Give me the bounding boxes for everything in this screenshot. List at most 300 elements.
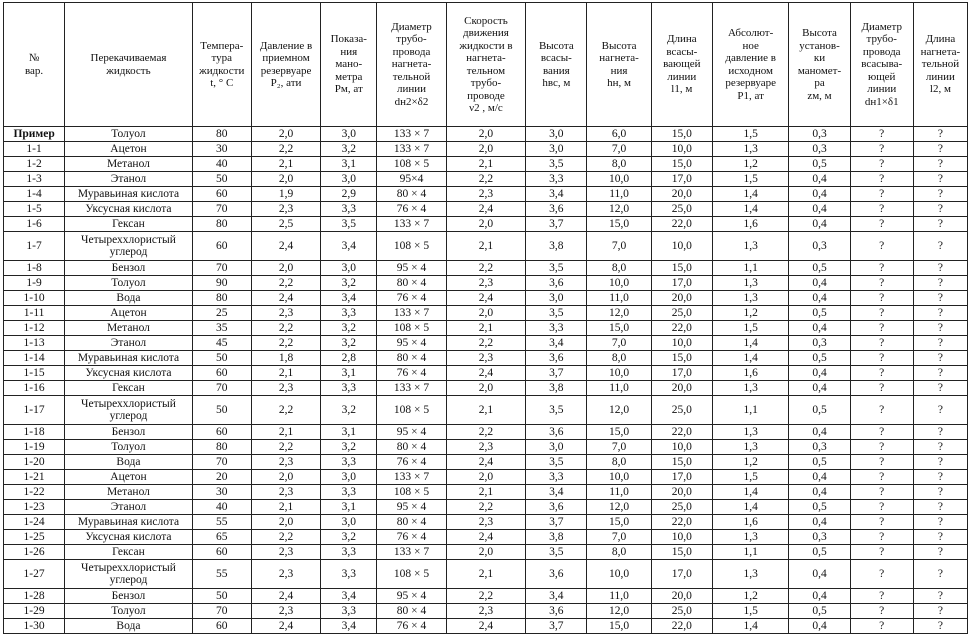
col-manometer-height-cell: 0,3 bbox=[789, 440, 850, 455]
col-manometer-height-cell: 0,5 bbox=[789, 351, 850, 366]
col-manometer-reading-cell: 3,5 bbox=[321, 217, 377, 232]
header-line: ющей bbox=[867, 70, 896, 83]
col-source-pressure-cell: 1,2 bbox=[712, 306, 789, 321]
col-receiver-pressure-cell: 2,3 bbox=[251, 545, 320, 560]
col-suction-pipe-diameter-cell: ? bbox=[850, 619, 913, 634]
col-source-pressure-cell: 1,6 bbox=[712, 515, 789, 530]
col-suction-pipe-diameter-cell: ? bbox=[850, 485, 913, 500]
col-suction-height-cell: 3,4 bbox=[526, 485, 587, 500]
col-temperature-cell: 80 bbox=[192, 127, 251, 142]
col-suction-height-cell: 3,3 bbox=[526, 172, 587, 187]
col-discharge-length-cell: ? bbox=[913, 619, 967, 634]
col-manometer-height-header bbox=[789, 3, 850, 127]
col-discharge-height-cell: 12,0 bbox=[587, 396, 651, 425]
col-discharge-length-cell: ? bbox=[913, 157, 967, 172]
header-line: ν2 , м/с bbox=[469, 102, 503, 114]
col-suction-length-cell: 20,0 bbox=[651, 291, 712, 306]
col-suction-length-cell: 20,0 bbox=[651, 187, 712, 202]
col-discharge-velocity-cell: 2,1 bbox=[446, 232, 526, 261]
col-discharge-height-cell: 12,0 bbox=[587, 306, 651, 321]
col-discharge-height-cell: 10,0 bbox=[587, 560, 651, 589]
col-variant-number-cell: 1-4 bbox=[4, 187, 65, 202]
col-suction-height-cell: 3,5 bbox=[526, 545, 587, 560]
header-line: ки bbox=[813, 52, 826, 64]
header-line: ния bbox=[610, 64, 628, 77]
col-discharge-height-cell: 8,0 bbox=[587, 351, 651, 366]
col-suction-pipe-diameter-cell: ? bbox=[850, 336, 913, 351]
col-temperature-cell: 90 bbox=[192, 276, 251, 291]
col-source-pressure-cell: 1,5 bbox=[712, 604, 789, 619]
header-line: линии bbox=[396, 83, 427, 96]
col-temperature-cell: 25 bbox=[192, 306, 251, 321]
col-discharge-pipe-diameter-cell: 76 × 4 bbox=[377, 366, 446, 381]
col-manometer-reading-cell: 3,0 bbox=[321, 127, 377, 142]
col-discharge-pipe-diameter-cell: 80 × 4 bbox=[377, 515, 446, 530]
col-discharge-pipe-diameter-cell: 95 × 4 bbox=[377, 261, 446, 276]
col-receiver-pressure-cell: 2,2 bbox=[251, 336, 320, 351]
col-suction-pipe-diameter-cell: ? bbox=[850, 500, 913, 515]
col-manometer-reading-cell: 3,0 bbox=[321, 470, 377, 485]
table-row bbox=[4, 485, 968, 500]
col-manometer-reading-cell: 3,4 bbox=[321, 291, 377, 306]
header-line: t, ° С bbox=[210, 77, 234, 89]
col-discharge-velocity-cell: 2,4 bbox=[446, 202, 526, 217]
col-suction-pipe-diameter-cell: ? bbox=[850, 172, 913, 187]
header-line: dн1×δ1 bbox=[864, 95, 899, 108]
col-manometer-height-cell: 0,5 bbox=[789, 545, 850, 560]
col-temperature-cell: 60 bbox=[192, 366, 251, 381]
col-discharge-velocity-cell: 2,2 bbox=[446, 336, 526, 351]
col-liquid-cell: Вода bbox=[65, 291, 193, 306]
header-line: резервуаре bbox=[725, 77, 776, 89]
col-manometer-height-cell: 0,3 bbox=[789, 127, 850, 142]
col-manometer-reading-cell: 3,1 bbox=[321, 157, 377, 172]
col-liquid-cell: Метанол bbox=[65, 321, 193, 336]
header-line: dн2×δ2 bbox=[394, 95, 429, 108]
col-discharge-velocity-cell: 2,0 bbox=[446, 381, 526, 396]
col-receiver-pressure-cell: 2,4 bbox=[251, 619, 320, 634]
col-source-pressure-header bbox=[712, 3, 789, 127]
col-manometer-height-cell: 0,4 bbox=[789, 381, 850, 396]
col-suction-pipe-diameter-cell: ? bbox=[850, 276, 913, 291]
col-liquid-cell: Ацетон bbox=[65, 306, 193, 321]
col-receiver-pressure-cell: 2,0 bbox=[251, 172, 320, 187]
col-receiver-pressure-cell: 2,0 bbox=[251, 127, 320, 142]
col-source-pressure-cell: 1,6 bbox=[712, 217, 789, 232]
col-source-pressure-cell: 1,4 bbox=[712, 485, 789, 500]
header-line: Длина bbox=[925, 33, 956, 46]
col-variant-number-cell: 1-8 bbox=[4, 261, 65, 276]
col-liquid-cell: Уксусная кислота bbox=[65, 366, 193, 381]
table-header-row bbox=[4, 3, 968, 127]
col-suction-height-cell: 3,7 bbox=[526, 217, 587, 232]
table-row bbox=[4, 619, 968, 634]
col-liquid-cell: Гексан bbox=[65, 545, 193, 560]
col-manometer-reading-cell: 3,1 bbox=[321, 366, 377, 381]
col-discharge-height-cell: 15,0 bbox=[587, 619, 651, 634]
col-discharge-pipe-diameter-cell: 108 × 5 bbox=[377, 485, 446, 500]
col-discharge-length-cell: ? bbox=[913, 381, 967, 396]
col-manometer-height-cell: 0,4 bbox=[789, 172, 850, 187]
col-discharge-length-cell: ? bbox=[913, 485, 967, 500]
col-receiver-pressure-cell: 2,2 bbox=[251, 396, 320, 425]
col-discharge-pipe-diameter-cell: 133 × 7 bbox=[377, 127, 446, 142]
header-line: Абсолют- bbox=[728, 27, 774, 39]
col-suction-length-cell: 15,0 bbox=[651, 157, 712, 172]
col-suction-height-cell: 3,7 bbox=[526, 515, 587, 530]
col-suction-pipe-diameter-cell: ? bbox=[850, 589, 913, 604]
col-discharge-length-cell: ? bbox=[913, 261, 967, 276]
col-suction-height-cell: 3,7 bbox=[526, 619, 587, 634]
col-source-pressure-cell: 1,1 bbox=[712, 396, 789, 425]
col-source-pressure-cell: 1,4 bbox=[712, 336, 789, 351]
header-line: Скорость bbox=[464, 14, 508, 27]
col-discharge-pipe-diameter-cell: 133 × 7 bbox=[377, 381, 446, 396]
col-discharge-pipe-diameter-cell: 95 × 4 bbox=[377, 336, 446, 351]
col-receiver-pressure-cell: 2,3 bbox=[251, 604, 320, 619]
col-temperature-cell: 45 bbox=[192, 336, 251, 351]
table-row bbox=[4, 157, 968, 172]
col-suction-pipe-diameter-cell: ? bbox=[850, 127, 913, 142]
col-discharge-height-cell: 7,0 bbox=[587, 142, 651, 157]
col-suction-length-cell: 10,0 bbox=[651, 142, 712, 157]
col-suction-pipe-diameter-cell: ? bbox=[850, 440, 913, 455]
col-discharge-velocity-cell: 2,2 bbox=[446, 261, 526, 276]
col-liquid-cell: Метанол bbox=[65, 485, 193, 500]
col-suction-pipe-diameter-cell: ? bbox=[850, 142, 913, 157]
col-discharge-length-cell: ? bbox=[913, 515, 967, 530]
col-suction-height-cell: 3,5 bbox=[526, 157, 587, 172]
col-suction-height-cell: 3,8 bbox=[526, 232, 587, 261]
header-line: l2, м bbox=[929, 83, 951, 96]
col-discharge-height-cell: 6,0 bbox=[587, 127, 651, 142]
table-row bbox=[4, 217, 968, 232]
col-receiver-pressure-cell: 1,9 bbox=[251, 187, 320, 202]
table-row bbox=[4, 604, 968, 619]
col-discharge-velocity-cell: 2,0 bbox=[446, 142, 526, 157]
header-line: Длина bbox=[666, 33, 697, 46]
header-line: линии bbox=[667, 70, 697, 83]
col-manometer-height-cell: 0,5 bbox=[789, 157, 850, 172]
col-suction-length-cell: 15,0 bbox=[651, 455, 712, 470]
col-temperature-cell: 20 bbox=[192, 470, 251, 485]
col-source-pressure-cell: 1,3 bbox=[712, 381, 789, 396]
col-discharge-pipe-diameter-cell: 133 × 7 bbox=[377, 545, 446, 560]
col-suction-pipe-diameter-cell: ? bbox=[850, 560, 913, 589]
col-suction-length-cell: 10,0 bbox=[651, 440, 712, 455]
col-manometer-height-cell: 0,4 bbox=[789, 366, 850, 381]
header-line: zм, м bbox=[807, 89, 832, 102]
col-discharge-length-cell: ? bbox=[913, 306, 967, 321]
col-suction-height-cell: 3,6 bbox=[526, 202, 587, 217]
col-discharge-pipe-diameter-cell: 95×4 bbox=[377, 172, 446, 187]
col-receiver-pressure-cell: 1,8 bbox=[251, 351, 320, 366]
col-receiver-pressure-cell: 2,2 bbox=[251, 142, 320, 157]
header-line: вар. bbox=[25, 64, 44, 77]
col-suction-pipe-diameter-cell: ? bbox=[850, 232, 913, 261]
col-temperature-cell: 50 bbox=[192, 172, 251, 187]
col-variant-number-cell: 1-12 bbox=[4, 321, 65, 336]
col-manometer-height-cell: 0,4 bbox=[789, 515, 850, 530]
col-discharge-velocity-cell: 2,0 bbox=[446, 306, 526, 321]
col-temperature-cell: 60 bbox=[192, 187, 251, 202]
col-variant-number-cell: 1-23 bbox=[4, 500, 65, 515]
col-suction-length-cell: 15,0 bbox=[651, 127, 712, 142]
col-receiver-pressure-cell: 2,3 bbox=[251, 202, 320, 217]
table-row bbox=[4, 127, 968, 142]
col-manometer-reading-cell: 3,2 bbox=[321, 321, 377, 336]
col-temperature-cell: 30 bbox=[192, 485, 251, 500]
header-line: hн, м bbox=[607, 77, 631, 89]
col-manometer-reading-cell: 3,1 bbox=[321, 425, 377, 440]
header-line: ра bbox=[814, 77, 825, 89]
table-row bbox=[4, 560, 968, 589]
col-source-pressure-cell: 1,4 bbox=[712, 500, 789, 515]
col-receiver-pressure-cell: 2,2 bbox=[251, 321, 320, 336]
col-manometer-reading-cell: 2,8 bbox=[321, 351, 377, 366]
col-manometer-height-cell: 0,4 bbox=[789, 202, 850, 217]
col-suction-height-cell: 3,5 bbox=[526, 455, 587, 470]
col-discharge-height-cell: 12,0 bbox=[587, 604, 651, 619]
col-discharge-height-cell: 10,0 bbox=[587, 366, 651, 381]
header-line: жидкость bbox=[106, 64, 151, 77]
col-suction-height-cell: 3,0 bbox=[526, 127, 587, 142]
col-suction-height-cell: 3,5 bbox=[526, 261, 587, 276]
col-suction-length-cell: 25,0 bbox=[651, 306, 712, 321]
col-temperature-cell: 40 bbox=[192, 157, 251, 172]
col-variant-number-cell: 1-26 bbox=[4, 545, 65, 560]
col-temperature-cell: 80 bbox=[192, 291, 251, 306]
col-suction-pipe-diameter-cell: ? bbox=[850, 545, 913, 560]
table-row bbox=[4, 425, 968, 440]
table-body bbox=[4, 127, 968, 634]
table-row bbox=[4, 530, 968, 545]
table-row bbox=[4, 515, 968, 530]
col-receiver-pressure-cell: 2,3 bbox=[251, 381, 320, 396]
header-line: всасы- bbox=[666, 45, 698, 58]
col-liquid-cell: Толуол bbox=[65, 440, 193, 455]
col-discharge-pipe-diameter-cell: 133 × 7 bbox=[377, 217, 446, 232]
col-variant-number-cell: 1-1 bbox=[4, 142, 65, 157]
col-discharge-height-cell: 8,0 bbox=[587, 261, 651, 276]
col-suction-pipe-diameter-cell: ? bbox=[850, 291, 913, 306]
col-discharge-height-cell: 12,0 bbox=[587, 202, 651, 217]
col-receiver-pressure-cell: 2,2 bbox=[251, 440, 320, 455]
table-row bbox=[4, 306, 968, 321]
col-temperature-header bbox=[192, 3, 251, 127]
table-row bbox=[4, 261, 968, 276]
col-suction-height-cell: 3,5 bbox=[526, 306, 587, 321]
table-row bbox=[4, 187, 968, 202]
col-source-pressure-cell: 1,5 bbox=[712, 321, 789, 336]
col-suction-pipe-diameter-cell: ? bbox=[850, 261, 913, 276]
col-suction-pipe-diameter-cell: ? bbox=[850, 455, 913, 470]
header-line: мано- bbox=[335, 58, 363, 71]
col-manometer-height-cell: 0,3 bbox=[789, 530, 850, 545]
col-liquid-cell: Метанол bbox=[65, 157, 193, 172]
col-suction-pipe-diameter-cell: ? bbox=[850, 351, 913, 366]
col-suction-height-cell: 3,6 bbox=[526, 351, 587, 366]
col-temperature-cell: 55 bbox=[192, 515, 251, 530]
col-discharge-length-cell: ? bbox=[913, 187, 967, 202]
col-discharge-pipe-diameter-cell: 80 × 4 bbox=[377, 187, 446, 202]
col-discharge-length-cell: ? bbox=[913, 336, 967, 351]
col-source-pressure-cell: 1,1 bbox=[712, 545, 789, 560]
col-discharge-pipe-diameter-cell: 133 × 7 bbox=[377, 470, 446, 485]
col-suction-length-cell: 10,0 bbox=[651, 336, 712, 351]
col-suction-pipe-diameter-cell: ? bbox=[850, 202, 913, 217]
col-discharge-length-cell: ? bbox=[913, 425, 967, 440]
col-discharge-pipe-diameter-cell: 80 × 4 bbox=[377, 276, 446, 291]
col-discharge-pipe-diameter-cell: 80 × 4 bbox=[377, 604, 446, 619]
col-discharge-height-cell: 12,0 bbox=[587, 500, 651, 515]
col-discharge-length-cell: ? bbox=[913, 500, 967, 515]
col-source-pressure-cell: 1,5 bbox=[712, 470, 789, 485]
col-liquid-cell: Четыреххлористый углерод bbox=[65, 560, 193, 589]
col-discharge-velocity-cell: 2,2 bbox=[446, 172, 526, 187]
header-line: нагнета- bbox=[391, 58, 432, 71]
col-manometer-reading-cell: 3,0 bbox=[321, 261, 377, 276]
col-manometer-height-cell: 0,3 bbox=[789, 142, 850, 157]
col-suction-height-cell: 3,3 bbox=[526, 470, 587, 485]
col-manometer-height-cell: 0,5 bbox=[789, 261, 850, 276]
col-liquid-cell: Ацетон bbox=[65, 142, 193, 157]
col-suction-length-cell: 25,0 bbox=[651, 500, 712, 515]
col-temperature-cell: 70 bbox=[192, 202, 251, 217]
col-suction-length-cell: 25,0 bbox=[651, 202, 712, 217]
col-temperature-cell: 60 bbox=[192, 425, 251, 440]
col-suction-length-cell: 17,0 bbox=[651, 276, 712, 291]
col-manometer-reading-cell: 3,4 bbox=[321, 232, 377, 261]
col-discharge-length-cell: ? bbox=[913, 172, 967, 187]
col-manometer-reading-cell: 3,2 bbox=[321, 530, 377, 545]
col-liquid-cell: Уксусная кислота bbox=[65, 530, 193, 545]
col-variant-number-cell: 1-29 bbox=[4, 604, 65, 619]
col-manometer-reading-cell: 3,3 bbox=[321, 381, 377, 396]
header-line: проводе bbox=[467, 89, 505, 102]
header-line: тельной bbox=[392, 70, 431, 83]
col-discharge-height-cell: 15,0 bbox=[587, 425, 651, 440]
col-discharge-height-cell: 15,0 bbox=[587, 321, 651, 336]
col-suction-height-cell: 3,8 bbox=[526, 381, 587, 396]
col-source-pressure-cell: 1,3 bbox=[712, 425, 789, 440]
table-row bbox=[4, 545, 968, 560]
col-variant-number-cell: 1-7 bbox=[4, 232, 65, 261]
col-discharge-velocity-cell: 2,4 bbox=[446, 530, 526, 545]
col-suction-pipe-diameter-cell: ? bbox=[850, 217, 913, 232]
col-discharge-pipe-diameter-cell: 108 × 5 bbox=[377, 232, 446, 261]
header-line: Высота bbox=[538, 39, 574, 52]
col-variant-number-cell: 1-24 bbox=[4, 515, 65, 530]
header-line: ное bbox=[742, 39, 759, 52]
col-discharge-pipe-diameter-cell: 95 × 4 bbox=[377, 589, 446, 604]
table-row bbox=[4, 455, 968, 470]
col-discharge-height-cell: 7,0 bbox=[587, 530, 651, 545]
col-suction-pipe-diameter-cell: ? bbox=[850, 604, 913, 619]
header-line: № bbox=[28, 52, 40, 64]
col-discharge-pipe-diameter-cell: 80 × 4 bbox=[377, 351, 446, 366]
header-line: Перекачиваемая bbox=[90, 52, 167, 64]
col-source-pressure-cell: 1,1 bbox=[712, 261, 789, 276]
table-row bbox=[4, 351, 968, 366]
col-temperature-cell: 60 bbox=[192, 232, 251, 261]
col-suction-height-cell: 3,6 bbox=[526, 276, 587, 291]
col-source-pressure-cell: 1,4 bbox=[712, 187, 789, 202]
col-liquid-cell: Муравьиная кислота bbox=[65, 351, 193, 366]
col-temperature-cell: 30 bbox=[192, 142, 251, 157]
col-discharge-length-cell: ? bbox=[913, 321, 967, 336]
col-source-pressure-cell: 1,3 bbox=[712, 560, 789, 589]
col-manometer-reading-cell: 3,2 bbox=[321, 440, 377, 455]
header-line: Показа- bbox=[330, 33, 367, 46]
header-line: резервуаре bbox=[260, 64, 312, 77]
col-temperature-cell: 70 bbox=[192, 455, 251, 470]
col-discharge-height-cell: 8,0 bbox=[587, 157, 651, 172]
col-discharge-length-cell: ? bbox=[913, 351, 967, 366]
col-discharge-pipe-diameter-header bbox=[377, 3, 446, 127]
col-discharge-length-cell: ? bbox=[913, 276, 967, 291]
col-temperature-cell: 80 bbox=[192, 440, 251, 455]
col-manometer-height-cell: 0,3 bbox=[789, 232, 850, 261]
col-suction-pipe-diameter-cell: ? bbox=[850, 366, 913, 381]
col-manometer-height-cell: 0,4 bbox=[789, 217, 850, 232]
col-receiver-pressure-header bbox=[251, 3, 320, 127]
header-line: Высота bbox=[601, 39, 637, 52]
col-source-pressure-cell: 1,2 bbox=[712, 455, 789, 470]
col-variant-number-cell: 1-28 bbox=[4, 589, 65, 604]
col-source-pressure-cell: 1,3 bbox=[712, 276, 789, 291]
col-manometer-height-cell: 0,4 bbox=[789, 187, 850, 202]
col-discharge-height-cell: 7,0 bbox=[587, 336, 651, 351]
col-discharge-pipe-diameter-cell: 76 × 4 bbox=[377, 202, 446, 217]
header-line: трубо- bbox=[396, 33, 427, 46]
col-discharge-velocity-cell: 2,1 bbox=[446, 321, 526, 336]
col-temperature-cell: 50 bbox=[192, 396, 251, 425]
header-line: всасы- bbox=[540, 52, 572, 64]
table-row bbox=[4, 276, 968, 291]
col-receiver-pressure-cell: 2,3 bbox=[251, 306, 320, 321]
col-suction-height-cell: 3,5 bbox=[526, 396, 587, 425]
col-discharge-velocity-cell: 2,4 bbox=[446, 455, 526, 470]
col-temperature-cell: 70 bbox=[192, 604, 251, 619]
col-discharge-velocity-cell: 2,0 bbox=[446, 127, 526, 142]
col-suction-height-header bbox=[526, 3, 587, 127]
table-row bbox=[4, 396, 968, 425]
table-row bbox=[4, 321, 968, 336]
col-discharge-length-cell: ? bbox=[913, 440, 967, 455]
col-suction-height-cell: 3,4 bbox=[526, 589, 587, 604]
table-row bbox=[4, 366, 968, 381]
col-liquid-cell: Вода bbox=[65, 619, 193, 634]
table-row bbox=[4, 381, 968, 396]
col-discharge-length-cell: ? bbox=[913, 455, 967, 470]
col-manometer-height-cell: 0,4 bbox=[789, 276, 850, 291]
col-liquid-cell: Толуол bbox=[65, 604, 193, 619]
col-discharge-length-cell: ? bbox=[913, 545, 967, 560]
col-liquid-header bbox=[65, 3, 193, 127]
header-line: жидкости в bbox=[459, 39, 513, 52]
col-suction-length-cell: 15,0 bbox=[651, 261, 712, 276]
col-temperature-cell: 40 bbox=[192, 500, 251, 515]
header-line: Pм, ат bbox=[334, 83, 363, 96]
col-liquid-cell: Этанол bbox=[65, 172, 193, 187]
col-receiver-pressure-cell: 2,3 bbox=[251, 560, 320, 589]
header-line: тельной bbox=[921, 58, 960, 71]
col-source-pressure-cell: 1,5 bbox=[712, 172, 789, 187]
header-line: вающей bbox=[663, 58, 701, 71]
col-suction-length-cell: 20,0 bbox=[651, 381, 712, 396]
header-line: давление в bbox=[725, 52, 776, 64]
